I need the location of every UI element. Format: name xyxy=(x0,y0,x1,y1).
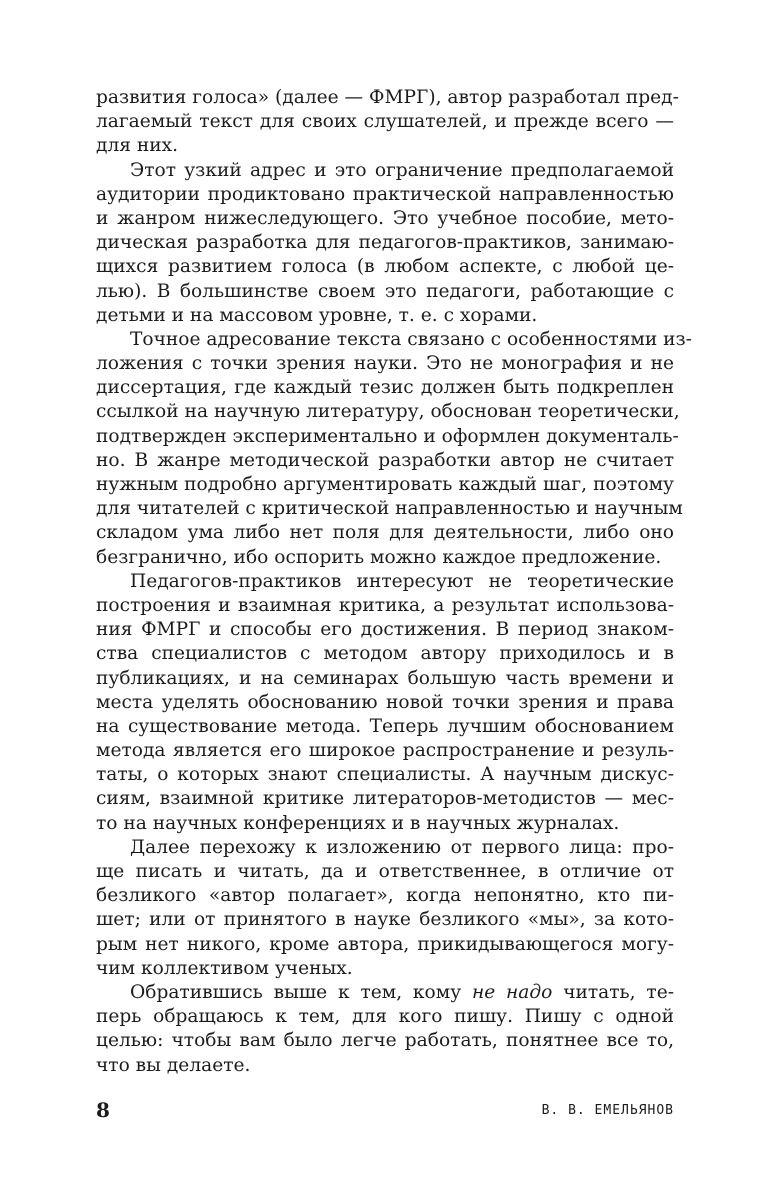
text-line: рым нет никого, кроме автора, прикидывающегося могу- xyxy=(96,933,674,955)
text-line: ства специалистов с методом автору приходилось и в xyxy=(96,643,674,665)
text-line: Далее перехожу к изложению от первого лица: про- xyxy=(130,836,674,858)
text-line: ния ФМРГ и способы его достижения. В период знаком- xyxy=(96,619,674,641)
text-line: сиям, взаимной критике литераторов-методистов — мес- xyxy=(96,788,674,810)
text-line: щихся развитием голоса (в любом аспекте, с любой це- xyxy=(96,256,674,278)
paragraph xyxy=(96,981,674,1078)
emphasis: не надо xyxy=(471,981,553,1003)
text-line: дическая разработка для педагогов-практиков, занимаю- xyxy=(96,232,674,254)
text-line: ложения с точки зрения науки. Это не монография и не xyxy=(96,353,674,375)
text-line: лью). В большинстве своем это педагоги, работающие с xyxy=(96,280,674,302)
text-line: но. В жанре методической разработки автор не считает xyxy=(96,449,674,471)
paragraph xyxy=(96,836,674,981)
text-line: развития голоса» (далее — ФМРГ), автор разработал пред- xyxy=(96,87,679,108)
text-line: ще писать и читать, да и ответственнее, в отличие от xyxy=(96,861,674,882)
text-line: таты, о которых знают специалисты. А научным дискус- xyxy=(96,764,674,786)
text-line: чим коллективом ученых. xyxy=(96,957,353,979)
text-line: безгранично, ибо оспорить можно каждое предложение. xyxy=(96,546,662,568)
text-line: публикациях, и на семинарах большую часть времени и xyxy=(96,667,674,689)
text-line: Точное адресование текста связано с особенностями из- xyxy=(130,328,692,350)
text-line: складом ума либо нет поля для деятельности, либо оно xyxy=(96,522,674,544)
text-line: целью: чтобы вам было легче работать, понятнее все то, xyxy=(96,1030,674,1052)
text-line: Этот узкий адрес и это ограничение предполагаемой xyxy=(130,159,674,181)
text-line: построения и взаимная критика, а результат использова- xyxy=(96,594,674,616)
text-line: для читателей с критической направленностью и научным xyxy=(96,498,683,520)
text-line: ссылкой на научную литературу, обоснован теоретически, xyxy=(96,401,680,423)
text-line: аудитории продиктовано практической направленностью xyxy=(96,183,674,205)
text-line: места уделять обоснованию новой точки зрения и права xyxy=(96,691,674,713)
page-footer xyxy=(96,1097,674,1123)
paragraph xyxy=(96,159,674,328)
text-line: подтвержден экспериментально и оформлен документаль- xyxy=(96,425,679,447)
text-line: перь обращаюсь к тем, для кого пишу. Пишу с одной xyxy=(96,1006,674,1028)
text-line: и жанром нижеследующего. Это учебное пособие, мето- xyxy=(96,207,674,229)
text-line: шет; или от принятого в науке безликого «мы», за кото- xyxy=(96,909,674,931)
text-line: лагаемый текст для своих слушателей, и прежде всего — xyxy=(96,111,674,133)
text-line: нужным подробно аргументировать каждый шаг, поэтому xyxy=(96,474,674,495)
text-segment: Обратившись выше к тем, кому xyxy=(130,981,472,1003)
text-line: для них. xyxy=(96,135,179,157)
text-line xyxy=(96,981,674,1005)
running-title: В. В. ЕМЕЛЬЯНОВ xyxy=(541,1103,674,1118)
text-line: безликого «автор полагает», когда непонятно, кто пи- xyxy=(96,885,674,907)
page-body xyxy=(96,86,692,1078)
text-line: детьми и на массовом уровне, т. е. с хорами. xyxy=(96,304,538,326)
text-line: то на научных конференциях и в научных журналах. xyxy=(96,812,620,834)
text-line: что вы делаете. xyxy=(96,1054,251,1076)
page-number: 8 xyxy=(96,1098,110,1122)
paragraph xyxy=(96,570,674,836)
text-line: на существование метода. Теперь лучшим обоснованием xyxy=(96,715,674,737)
text-line: метода является его широкое распространение и резуль- xyxy=(96,740,674,762)
text-line: диссертация, где каждый тезис должен быть подкреплен xyxy=(96,377,674,399)
paragraph xyxy=(96,328,692,570)
paragraph xyxy=(96,86,679,159)
text-segment: читать, те- xyxy=(552,981,674,1003)
text-line: Педагогов-практиков интересуют не теоретические xyxy=(130,570,674,592)
